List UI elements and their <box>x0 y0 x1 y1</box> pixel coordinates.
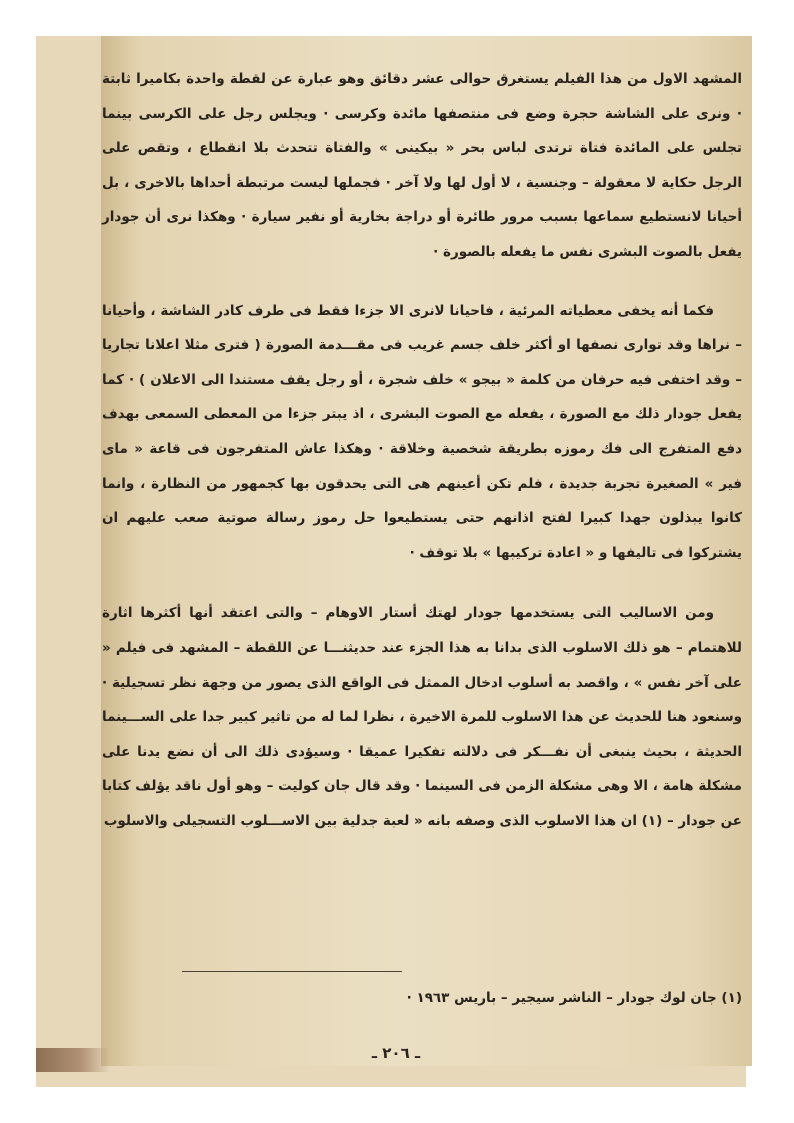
binding-shadow <box>36 1048 110 1072</box>
footnote-divider <box>182 971 402 972</box>
page-background <box>36 36 746 1087</box>
footnote: (١) جان لوك جودار – الناشر سيجير – باريس ١٩٦٣ · <box>406 990 742 1006</box>
paragraph-2: فكما أنه يخفى معطياته المرئية ، فاحيانا لانرى الا جزءا فقط فى طرف كادر الشاشة ، وأحيانا – نراها وقد توارى نصفها او أكثر خلف جسم غريب فى مقـــدمة الصورة ( فترى مثلا اعلانا تجاريا – وقد اختفى فيه حرفان من كلمة « بيجو » خلف شجرة ، أو رجل يقف مستندا الى الاعلان ) · كما يفعل جودار ذلك مع الصورة ، يفعله مع الصوت البشرى ، اذ يبتر جزءا من المعطى السمعى بهدف دفع المتفرج الى فك رموزه بطريقة شخصية وخلاقة · وهكذا عاش المتفرجون فى قاعة « ماى فير » الصغيرة تجربة جديدة ، فلم تكن أعينهم هى التى يحدقون بها كجمهور من النظارة ، وانما كانوا يبذلون جهدا كبيرا لفتح اذانهم حتى يستطيعوا حل رموز رسالة صوتية صعب عليهم ان يشتركوا فى تاليفها و « اعادة تركيبها » بلا توقف · <box>102 302 742 561</box>
page-number: ـ ٢٠٦ ـ <box>371 1044 421 1062</box>
paragraph-1: المشهد الاول من هذا الفيلم يستغرق حوالى عشر دقائق وهو عبارة عن لقطة واحدة بكاميرا ثابتة · ونرى على الشاشة حجرة وضع فى منتصفها مائدة وكرسى · ويجلس رجل على الكرسى بينما تجلس على المائدة فتاة ترتدى لباس بحر « بيكينى » والفتاة تتحدث بلا انقطاع ، وتقص على الرجل حكاية لا معقولة – وجنسية ، لا أول لها ولا آخر · فجملها ليست مرتبطة أحداها بالاخرى ، بل أحيانا لانستطيع سماعها بسبب مرور طائرة أو دراجة بخارية أو نفير سيارة · وهكذا نرى أن جودار يفعل بالصوت البشرى نفس ما يفعله بالصورة · <box>102 71 742 260</box>
paragraph-3: ومن الاساليب التى يستخدمها جودار لهتك أستار الاوهام – والتى اعتقد أنها أكثرها اثارة للاهتمام – هو ذلك الاسلوب الذى بدانا به هذا الجزء عند حديثنـــا عن اللقطة – المشهد فى فيلم « على آخر نفس » ، واقصد به أسلوب ادخال الممثل فى الواقع الذى يصور من وجهة نظر تسجيلية · وسنعود هنا للحديث عن هذا الاسلوب للمرة الاخيرة ، نظرا لما له من تاثير كبير جدا على الســـينما الحديثة ، بحيث ينبغى أن نفـــكر فى دلالته تفكيرا عميقا · وسيؤدى ذلك الى أن نضع يدنا على مشكلة هامة ، الا وهى مشكلة الزمن فى السينما · وقد قال جان كوليت – وهو أول ناقد يؤلف كتابا عن جودار – (١) ان هذا الاسلوب الذى وصفه بانه « لعبة جدلية بين الاســـلوب التسجيلى والاسلوب <box>102 605 742 829</box>
body-text <box>102 62 742 838</box>
